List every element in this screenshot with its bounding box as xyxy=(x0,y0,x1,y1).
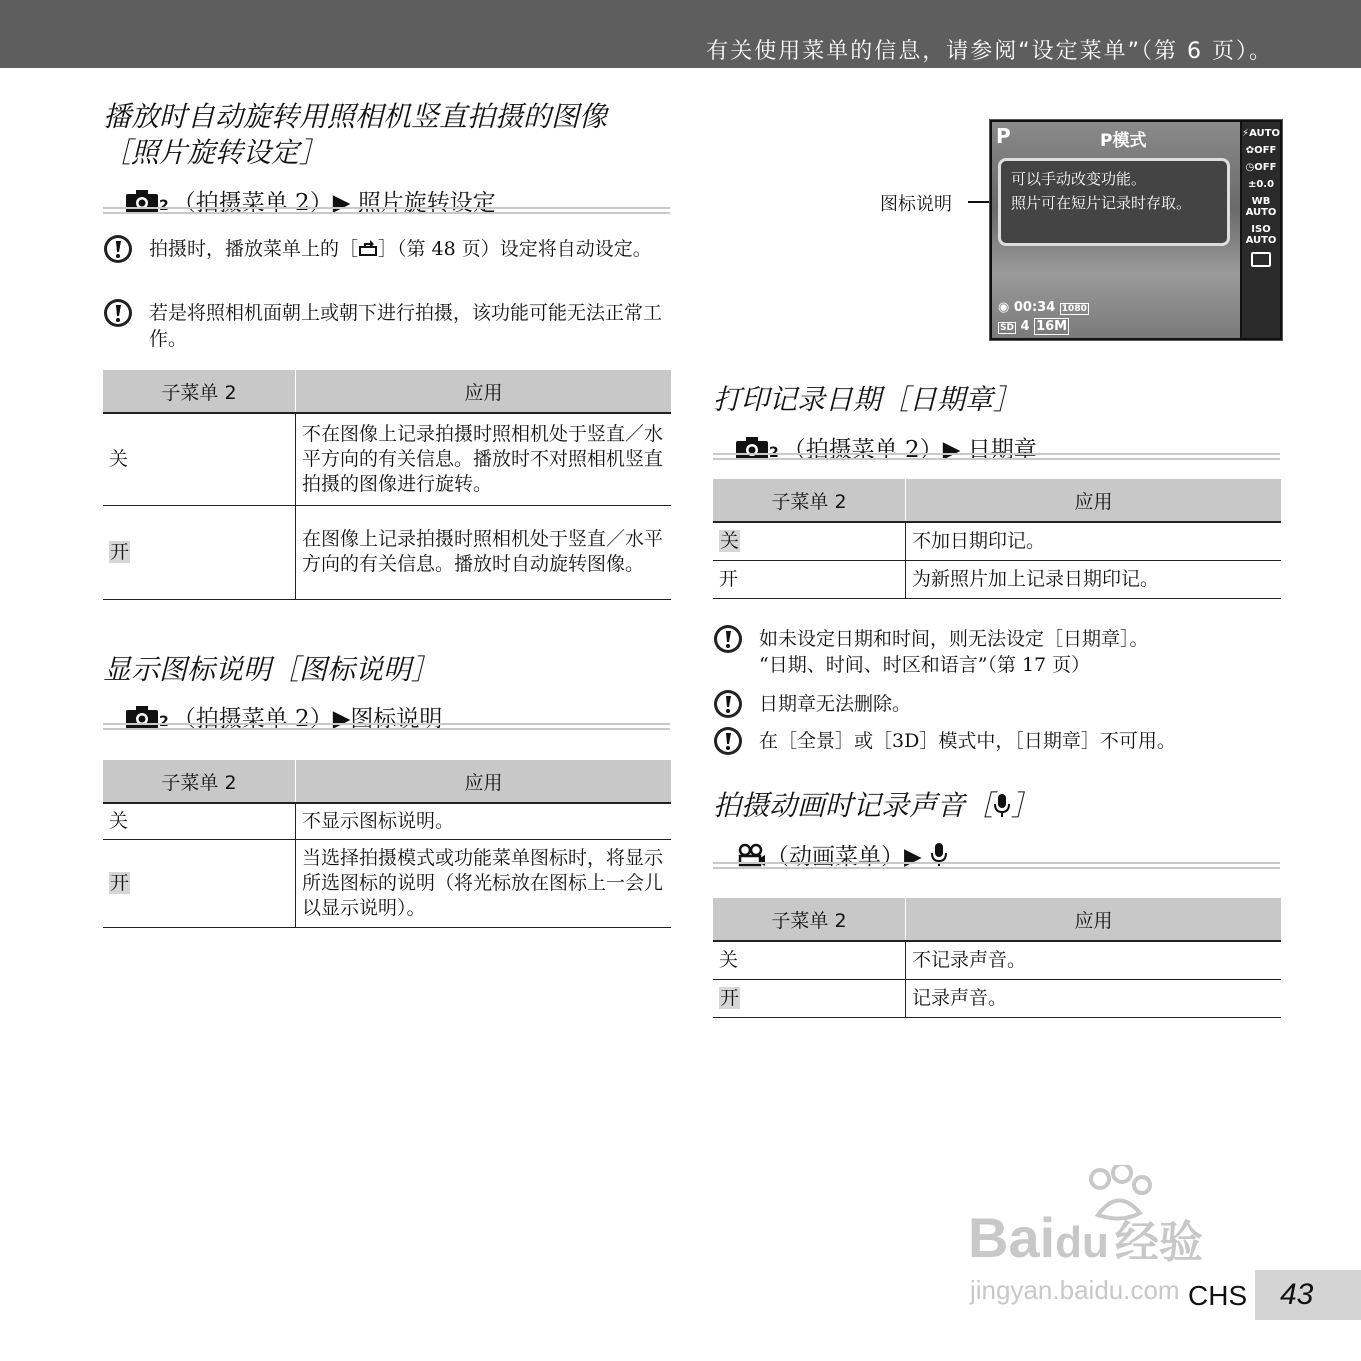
section1-menu-path-text: （拍摄菜单 2）▶ 照片旋转设定 xyxy=(172,190,496,216)
option-cell: 关 xyxy=(103,803,296,839)
screen-photo xyxy=(992,122,1240,338)
default-option: 开 xyxy=(110,871,130,894)
divider xyxy=(713,862,1280,869)
image-size-badge: 16M xyxy=(1036,319,1068,334)
white-balance-icon: WB AUTO xyxy=(1245,196,1277,218)
note-text-b: ］（第 48 页）设定将自动设定。 xyxy=(378,238,652,260)
desc-cell: 不显示图标说明。 xyxy=(296,803,672,839)
table-header-apply: 应用 xyxy=(296,370,672,413)
section1-title-line1: 播放时自动旋转用照相机竖直拍摄的图像 xyxy=(103,100,608,133)
table-header-apply: 应用 xyxy=(906,898,1282,941)
option-cell xyxy=(713,979,906,1017)
table-row xyxy=(103,505,671,599)
section2-menu-path-text: （拍摄菜单 2）▶图标说明 xyxy=(172,706,443,732)
desc-cell: 不记录声音。 xyxy=(906,941,1282,979)
caution-icon xyxy=(713,726,743,756)
watermark-bai: Bai xyxy=(968,1206,1056,1269)
desc-cell: 为新照片加上记录日期印记。 xyxy=(906,560,1282,598)
option-cell: 关 xyxy=(713,941,906,979)
table-row xyxy=(713,941,1281,979)
mode-letter: P xyxy=(996,124,1011,148)
function-menu xyxy=(1242,122,1280,338)
help-line-2: 照片可在短片记录时存取。 xyxy=(1011,194,1192,212)
default-option: 开 xyxy=(110,540,130,563)
shots-remaining: 4 xyxy=(1020,319,1030,334)
table-row xyxy=(103,839,671,927)
header-bar xyxy=(0,0,1361,68)
table-row xyxy=(713,522,1281,560)
section1-table xyxy=(103,370,671,600)
table-header-submenu: 子菜单 2 xyxy=(103,370,296,413)
table-row xyxy=(103,413,671,505)
table-header-submenu: 子菜单 2 xyxy=(103,760,296,803)
note-item xyxy=(713,691,1280,719)
watermark-jingyan: 经验 xyxy=(1114,1218,1203,1267)
mode-title: P模式 xyxy=(1100,131,1147,151)
table-header-submenu: 子菜单 2 xyxy=(713,479,906,522)
language-label: CHS xyxy=(1188,1280,1248,1311)
movie-time: 00:34 xyxy=(1013,300,1056,315)
section3-table xyxy=(713,479,1281,599)
iso-icon: ISO AUTO xyxy=(1245,224,1277,246)
desc-cell: 在图像上记录拍摄时照相机处于竖直／水平方向的有关信息。播放时自动旋转图像。 xyxy=(296,505,672,599)
note-text: 日期章无法删除。 xyxy=(759,693,912,715)
desc-cell: 不在图像上记录拍摄时照相机处于竖直／水平方向的有关信息。播放时不对照相机竖直拍摄的图像进行旋转。 xyxy=(296,413,672,505)
camera-menu-2-icon: 2 xyxy=(736,436,779,460)
header-text: 有关使用菜单的信息，请参阅“设定菜单”（第 6 页）。 xyxy=(706,39,1273,64)
note-text-a: 拍摄时，播放菜单上的［ xyxy=(149,238,359,260)
callout-label: 图标说明 xyxy=(880,194,952,215)
option-cell xyxy=(103,505,296,599)
caution-icon xyxy=(713,624,743,654)
caution-icon xyxy=(713,689,743,719)
table-header-apply: 应用 xyxy=(296,760,672,803)
caution-icon xyxy=(103,298,133,328)
table-header-submenu: 子菜单 2 xyxy=(713,898,906,941)
section3-title: 打印记录日期［日期章］ xyxy=(713,383,1022,416)
note-reference: “日期、时间、时区和语言”（第 17 页） xyxy=(759,654,1091,676)
option-cell: 开 xyxy=(713,560,906,598)
watermark-du: du xyxy=(1055,1218,1109,1267)
table-row xyxy=(713,979,1281,1017)
rotate-icon xyxy=(358,239,378,257)
note-text: 在［全景］或［3D］模式中，［日期章］不可用。 xyxy=(759,730,1176,752)
note-item xyxy=(103,300,670,352)
section2-table xyxy=(103,760,671,928)
divider xyxy=(103,723,670,730)
desc-cell: 不加日期印记。 xyxy=(906,522,1282,560)
note-item xyxy=(713,626,1280,678)
table-row xyxy=(103,803,671,839)
section4-menu-path-text: （动画菜单）▶ xyxy=(766,844,922,870)
exposure-comp-icon: ±0.0 xyxy=(1247,179,1275,190)
section4-title-end: ］ xyxy=(1011,789,1040,822)
camera-screen xyxy=(989,119,1283,341)
camera-menu-2-icon: 2 xyxy=(126,189,169,213)
default-option: 开 xyxy=(720,986,740,1009)
aspect-ratio-icon xyxy=(1242,252,1280,270)
default-option: 关 xyxy=(720,529,740,552)
sd-card-icon: SD xyxy=(1000,323,1014,333)
section3-menu-path-text: （拍摄菜单 2）▶ 日期章 xyxy=(782,437,1037,463)
resolution-badge: 1080 xyxy=(1061,304,1087,314)
table-row xyxy=(713,560,1281,598)
self-timer-off-icon: ◷OFF xyxy=(1245,162,1277,173)
microphone-icon xyxy=(993,793,1011,819)
note-item xyxy=(103,236,670,264)
caution-icon xyxy=(103,234,133,264)
icon-guide-box xyxy=(998,158,1230,246)
camera-menu-2-icon: 2 xyxy=(126,705,169,729)
movie-time-readout xyxy=(998,300,1089,315)
section4-title-text: 拍摄动画时记录声音［ xyxy=(713,789,994,822)
section4-table xyxy=(713,898,1281,1018)
flash-auto-icon: ⚡AUTO xyxy=(1242,128,1280,139)
divider xyxy=(103,207,670,214)
movie-icon: ◉ xyxy=(998,300,1010,315)
table-header-apply: 应用 xyxy=(906,479,1282,522)
section1-title-line2: ［照片旋转设定］ xyxy=(103,136,328,169)
section2-title: 显示图标说明［图标说明］ xyxy=(103,653,440,686)
option-cell xyxy=(103,839,296,927)
note-item xyxy=(713,728,1280,756)
page-number: 43 xyxy=(1280,1278,1314,1311)
desc-cell: 当选择拍摄模式或功能菜单图标时，将显示所选图标的说明（将光标放在图标上一会儿以显示说明）。 xyxy=(296,839,672,927)
section4-title xyxy=(713,787,1039,825)
shots-readout xyxy=(998,319,1069,334)
note-text: 若是将照相机面朝上或朝下进行拍摄，该功能可能无法正常工作。 xyxy=(149,302,663,350)
desc-cell: 记录声音。 xyxy=(906,979,1282,1017)
option-cell: 关 xyxy=(103,413,296,505)
divider xyxy=(713,453,1280,460)
help-line-1: 可以手动改变功能。 xyxy=(1011,170,1147,188)
note-text: 如未设定日期和时间，则无法设定［日期章］。 xyxy=(759,628,1149,650)
watermark-url: jingyan.baidu.com xyxy=(970,1275,1180,1305)
macro-off-icon: ✿OFF xyxy=(1245,145,1277,156)
option-cell xyxy=(713,522,906,560)
